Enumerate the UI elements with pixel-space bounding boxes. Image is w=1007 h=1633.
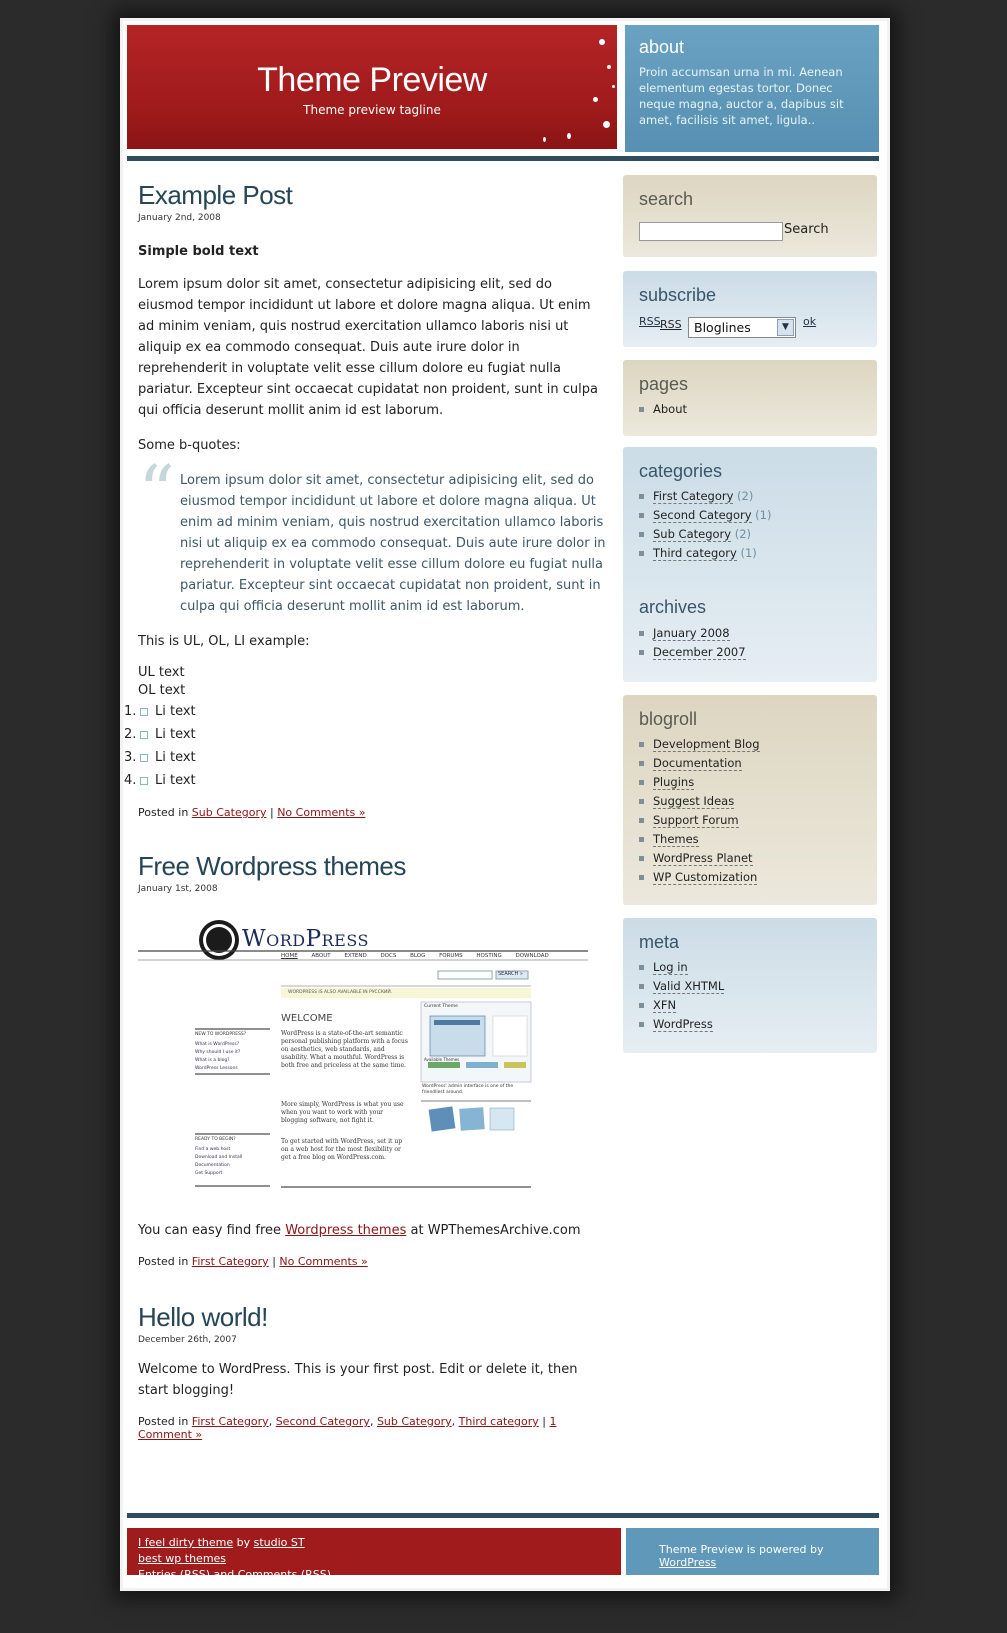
category-count: (1): [755, 508, 772, 522]
list-item[interactable]: [639, 811, 760, 830]
wp-nav-item[interactable]: FORUMS: [439, 953, 463, 959]
list-number: 4.: [124, 773, 137, 788]
wp-notice: WORDPRESS IS ALSO AVAILABLE IN РУССКИЙ.: [288, 990, 393, 995]
category-link[interactable]: Sub Category: [376, 1415, 452, 1428]
chevron-down-icon: ▼: [777, 319, 794, 336]
about-text: Proin accumsan urna in mi. Aenean elementum egestas tortor. Donec neque magna, auctor a, dapibus sit amet, facilisis sit amet, ligula..: [639, 65, 844, 127]
comments-link[interactable]: No Comments »: [279, 1255, 368, 1268]
list-item[interactable]: [639, 868, 760, 887]
footer-line: [138, 1535, 305, 1551]
blogroll-link[interactable]: Documentation: [653, 756, 742, 770]
posted-in-label: Posted in: [138, 1255, 189, 1268]
bullet-icon: [639, 1022, 644, 1027]
category-link[interactable]: Third category: [653, 546, 737, 560]
post: [138, 1302, 608, 1441]
post-title[interactable]: Free Wordpress themes: [138, 851, 406, 881]
category-link[interactable]: First Category: [191, 1255, 269, 1268]
footer-powered: [626, 1528, 879, 1575]
blockquote-text: Lorem ipsum dolor sit amet, consectetur adipisicing elit, sed do eiusmod tempor incididunt ut labore et dolore magna aliqua. Ut enim ad minim veniam, quis nostrud exercitation ullamco laboris nisi ut aliquip ex ea commodo consequat. Duis aute irure dolor in reprehenderit in voluptate velit esse cillum dolore eu fugiat nulla pariatur. Excepteur sint occaecat cupidatat non proident, sunt in culpa qui officia deserunt mollit anim id est laborum.: [180, 473, 606, 614]
blogroll-link[interactable]: Themes: [653, 832, 699, 846]
wp-ready-head: READY TO BEGIN?: [195, 1137, 236, 1142]
category-link[interactable]: First Category: [653, 489, 734, 503]
wp-brand: WordPress: [242, 926, 369, 952]
ok-button[interactable]: ok: [803, 315, 817, 328]
splatter: [603, 121, 610, 128]
site-title[interactable]: Theme Preview: [257, 61, 487, 99]
blogroll-widget: [623, 695, 877, 905]
search-input[interactable]: [639, 222, 783, 241]
site-header: [127, 25, 617, 149]
list-item-text: Li text: [155, 704, 196, 719]
bullet-icon: [639, 818, 644, 823]
bullet-icon: [639, 742, 644, 747]
separator: |: [272, 1255, 276, 1268]
pages-list: [639, 400, 687, 419]
list-number: 1.: [124, 704, 137, 719]
wp-started-text: To get started with WordPress, set it up on a web host for the most flexibility or get a free blog on WordPress.com.: [281, 1138, 403, 1161]
splatter: [599, 39, 605, 45]
wp-available-themes: Available Themes: [424, 1057, 460, 1062]
wp-sidebar-link[interactable]: What is WordPress?: [195, 1042, 240, 1047]
meta-link[interactable]: Valid XHTML: [653, 979, 725, 993]
post-meta: Posted in First Category, Second Category, Sub Category, Third category | 1 Comment »: [138, 1415, 557, 1441]
wp-nav-item[interactable]: HOME: [281, 953, 298, 959]
category-link[interactable]: Sub Category: [653, 527, 732, 541]
list-item[interactable]: [639, 792, 760, 811]
wp-admin-caption: WordPress' admin interface is one of the friendliest around.: [422, 1084, 514, 1095]
bullet-icon: [639, 532, 644, 537]
bullet-icon: [639, 551, 644, 556]
footer-rule: [127, 1513, 879, 1518]
separator: |: [542, 1415, 547, 1428]
list-item[interactable]: [639, 754, 760, 773]
category-count: (2): [734, 527, 752, 541]
rss-label[interactable]: RSS: [660, 318, 682, 331]
categories-list: [639, 487, 771, 563]
bquote-intro: Some b-quotes:: [138, 438, 241, 453]
widget-title: meta: [639, 932, 680, 952]
wordpress-themes-link[interactable]: Wordpress themes: [285, 1223, 407, 1238]
wp-nav-item[interactable]: BLOG: [410, 953, 426, 959]
widget-title: archives: [639, 597, 707, 617]
wp-nav: [281, 953, 549, 959]
bullet-icon: [639, 631, 644, 636]
and-label: and: [213, 1568, 235, 1581]
bullet-icon: [639, 1003, 644, 1008]
wp-search-button[interactable]: SEARCH »: [498, 971, 523, 977]
list-item[interactable]: [639, 735, 760, 754]
studio-link[interactable]: studio ST: [253, 1536, 305, 1549]
blogroll-link[interactable]: Support Forum: [653, 813, 739, 827]
wp-new-head: NEW TO WORDPRESS?: [195, 1032, 247, 1037]
footer-line: [138, 1567, 335, 1583]
post-paragraph: Welcome to WordPress. This is your first post. Edit or delete it, then start blogging!: [138, 1362, 578, 1398]
search-widget: [623, 175, 877, 257]
wp-sidebar-link[interactable]: Documentation: [195, 1163, 230, 1168]
post-date: January 1st, 2008: [138, 884, 218, 894]
blogroll-link[interactable]: Plugins: [653, 775, 695, 789]
list-item[interactable]: [639, 1015, 724, 1034]
main-content: [124, 180, 608, 1441]
list-item[interactable]: [639, 773, 760, 792]
splatter: [567, 133, 571, 139]
blockquote: [138, 450, 608, 617]
widget-title: subscribe: [639, 285, 717, 305]
wp-nav-item[interactable]: ABOUT: [311, 953, 331, 959]
wp-sidebar-link[interactable]: What is a blog?: [195, 1058, 230, 1063]
rss-link[interactable]: RSS: [639, 315, 661, 328]
post: [124, 180, 608, 819]
list-item[interactable]: [639, 977, 724, 996]
quote-icon: “: [138, 450, 175, 534]
wordpress-screenshot-image: [138, 916, 588, 1206]
posted-in-label: Posted in: [138, 806, 189, 819]
theme-link[interactable]: I feel dirty theme: [138, 1536, 234, 1549]
text-after-link: at WPThemesArchive.com: [410, 1223, 581, 1238]
wp-sidebar-link[interactable]: Download and Install: [195, 1155, 243, 1160]
wp-welcome: WELCOME: [281, 1013, 333, 1024]
bullet-icon: [639, 965, 644, 970]
category-link[interactable]: Third category: [458, 1415, 539, 1428]
example-list: [124, 700, 608, 792]
subscribe-widget: [623, 271, 877, 347]
wp-sidebar-link[interactable]: WordPress Lessons: [195, 1066, 238, 1071]
post-title[interactable]: Hello world!: [138, 1302, 268, 1332]
list-item-text: Li text: [155, 727, 196, 742]
bullet-icon: [639, 984, 644, 989]
comments-link[interactable]: 1 Comment »: [138, 1415, 557, 1441]
powered-line: [659, 1543, 879, 1569]
list-item: [124, 746, 608, 769]
bullet-icon: [639, 494, 644, 499]
post-date: December 26th, 2007: [138, 1335, 237, 1345]
list-item[interactable]: [639, 624, 746, 643]
wp-ready-list: [195, 1146, 242, 1178]
list-item[interactable]: [639, 830, 760, 849]
meta-link[interactable]: Log in: [653, 960, 688, 974]
comments-rss-link[interactable]: Comments (RSS): [237, 1568, 332, 1581]
about-box: [625, 25, 879, 152]
wp-sidebar-link[interactable]: Find a web host: [195, 1147, 231, 1152]
blogroll-link[interactable]: Development Blog: [653, 737, 760, 751]
blogroll-link[interactable]: WordPress Planet: [653, 851, 753, 865]
ul-text: UL text: [138, 665, 185, 680]
bold-text: Simple bold text: [138, 244, 259, 259]
widget-title: pages: [639, 374, 689, 394]
list-item[interactable]: [639, 643, 746, 662]
meta-widget: [623, 918, 877, 1053]
wordpress-link[interactable]: WordPress: [659, 1556, 717, 1569]
post: [138, 851, 608, 1268]
list-item: [124, 723, 608, 746]
bullet-icon: [639, 650, 644, 655]
meta-link[interactable]: WordPress: [653, 1017, 713, 1031]
separator: |: [269, 806, 274, 819]
post-meta: [138, 1255, 608, 1268]
category-link[interactable]: Second Category: [275, 1415, 370, 1428]
bullet-icon: [639, 856, 644, 861]
list-item: [124, 700, 608, 723]
post-paragraph: Lorem ipsum dolor sit amet, consectetur adipisicing elit, sed do eiusmod tempor incididunt ut labore et dolore magna aliqua. Ut enim ad minim veniam, quis nostrud exercitation ullamco laboris nisi ut aliquip ex ea commodo consequat. Duis aute irure dolor in reprehenderit in voluptate velit esse cillum dolore eu fugiat nulla pariatur. Excepteur sint occaecat cupidatat non proident, sunt in culpa qui officia deserunt mollit anim id est laborum.: [138, 277, 598, 418]
categories-widget: [623, 447, 877, 682]
header-rule: [127, 156, 879, 161]
list-item[interactable]: [639, 487, 771, 506]
bullet-icon: [639, 780, 644, 785]
wp-nav-item[interactable]: DOCS: [380, 953, 397, 959]
category-link[interactable]: Sub Category: [191, 806, 267, 819]
post-meta: [138, 806, 608, 819]
entries-rss-link[interactable]: Entries (RSS): [138, 1568, 210, 1581]
square-bullet-icon: [140, 777, 148, 785]
list-number: 3.: [124, 750, 137, 765]
page-link[interactable]: About: [653, 402, 688, 416]
pages-widget: [623, 360, 877, 436]
blogroll-link[interactable]: WP Customization: [653, 870, 758, 884]
footer-line: [138, 1551, 226, 1567]
post-title[interactable]: Example Post: [138, 180, 293, 210]
posted-in-label: Posted in: [138, 1415, 189, 1428]
bullet-icon: [639, 875, 644, 880]
list-item-text: Li text: [155, 773, 196, 788]
text-before-link: You can easy find free: [138, 1223, 282, 1238]
square-bullet-icon: [140, 708, 148, 716]
about-title: about: [639, 37, 685, 57]
archive-link[interactable]: December 2007: [653, 645, 746, 659]
splatter: [543, 137, 546, 142]
list-item[interactable]: [639, 400, 687, 419]
blogroll-link[interactable]: Suggest Ideas: [653, 794, 735, 808]
post-date: January 2nd, 2008: [138, 213, 221, 223]
category-count: (1): [740, 546, 757, 560]
widget-title: blogroll: [639, 709, 698, 729]
wp-new-list: [195, 1041, 240, 1073]
meta-list: [639, 958, 724, 1034]
square-bullet-icon: [140, 754, 148, 762]
bullet-icon: [639, 837, 644, 842]
square-bullet-icon: [140, 731, 148, 739]
category-link[interactable]: First Category: [191, 1415, 269, 1428]
list-number: 2.: [124, 727, 137, 742]
wp-nav-item[interactable]: EXTEND: [344, 953, 367, 959]
widget-title: categories: [639, 461, 723, 481]
list-item[interactable]: [639, 996, 724, 1015]
wp-more-text: More simply, WordPress is what you use when you want to work with your blogging software, not fight it.: [281, 1101, 404, 1124]
powered-label: Theme Preview is powered by: [659, 1543, 824, 1556]
ol-text: OL text: [138, 683, 186, 698]
wp-sidebar-link[interactable]: Why should I use it?: [195, 1050, 241, 1055]
select-value: Bloglines: [694, 320, 751, 335]
blogroll-list: [639, 735, 760, 887]
period: .: [331, 1568, 335, 1581]
list-item[interactable]: [639, 849, 760, 868]
wp-welcome-text: WordPress is a state-of-the-art semantic personal publishing platform with a focus on aesthetics, web standards, and usability. What a mouthful. WordPress is both free and priceless at the same time.: [281, 1030, 408, 1069]
archives-list: [639, 624, 746, 662]
wp-nav-item[interactable]: HOSTING: [476, 953, 502, 959]
post-paragraph: [138, 1220, 608, 1241]
bullet-icon: [639, 761, 644, 766]
wp-current-theme: Current Theme: [424, 1004, 458, 1009]
by-label: by: [236, 1536, 251, 1549]
feed-reader-select[interactable]: [688, 317, 796, 338]
widget-title: search: [639, 189, 694, 209]
list-intro: This is UL, OL, LI example:: [138, 634, 310, 649]
meta-link[interactable]: XFN: [653, 998, 677, 1012]
archive-link[interactable]: January 2008: [653, 626, 730, 640]
list-item[interactable]: [639, 958, 724, 977]
bullet-icon: [639, 513, 644, 518]
footer-credits: [127, 1528, 621, 1581]
bullet-icon: [639, 407, 644, 412]
best-themes-link[interactable]: best wp themes: [138, 1552, 227, 1565]
bullet-icon: [639, 799, 644, 804]
list-item: [124, 769, 608, 792]
category-link[interactable]: Second Category: [653, 508, 752, 522]
category-count: (2): [737, 489, 754, 503]
comments-link[interactable]: No Comments »: [277, 806, 366, 819]
site-tagline: Theme preview tagline: [303, 103, 441, 117]
list-item[interactable]: [639, 525, 771, 544]
wp-nav-item[interactable]: DOWNLOAD: [515, 953, 549, 959]
wp-sidebar-link[interactable]: Get Support: [195, 1171, 223, 1176]
list-item[interactable]: [639, 506, 771, 525]
search-button[interactable]: Search: [784, 222, 829, 237]
list-item[interactable]: [639, 544, 771, 563]
list-item-text: Li text: [155, 750, 196, 765]
